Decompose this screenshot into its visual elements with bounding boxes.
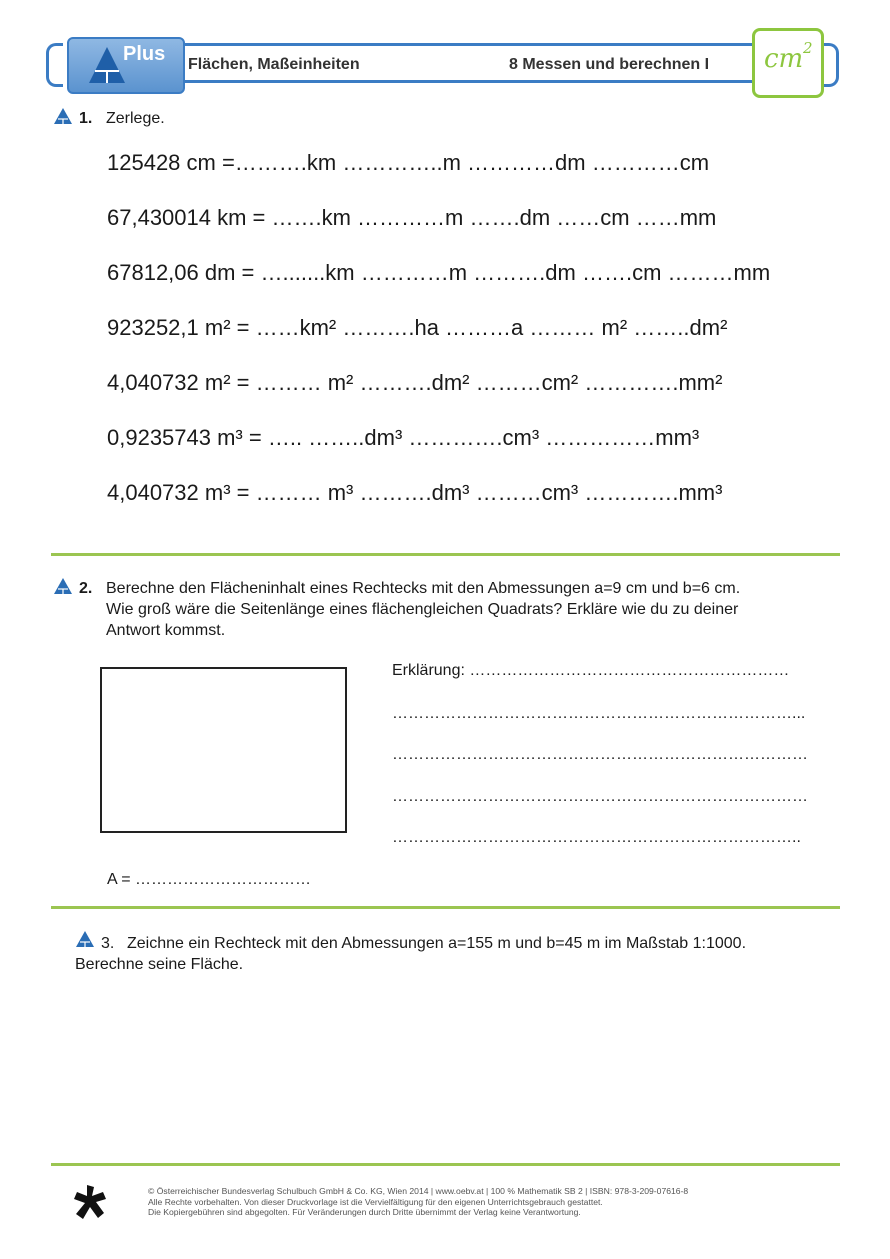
task1-line: 67812,06 dm = ….......km …………m ……….dm …….cm ………mm [107,260,771,285]
footer-line: Alle Rechte vorbehalten. Von dieser Druckvorlage ist die Vervielfältigung für den eigenen Unterrichtsgebrauch gestattet. [148,1196,603,1207]
task1-line: 125428 cm =……….km …………..m …………dm …………cm [107,150,710,175]
task1-line: 923252,1 m² = ……km² ……….ha ………a ……… m² ……..dm² [107,315,728,340]
difficulty-icon [75,930,95,948]
footer-line: © Österreichischer Bundesverlag Schulbuch GmbH & Co. KG, Wien 2014 | www.oebv.at | 100 % Mathematik SB 2 | ISBN: 978-3-209-07616-8 [148,1186,689,1196]
task1-number: 1. [79,110,93,127]
footer-divider [51,1163,840,1166]
area-answer-line: A = …………………………… [107,871,312,888]
chapter-title: 8 Messen und berechnen I [509,56,710,73]
explanation-line: …………………………………………………………………… [392,746,808,763]
header-bracket-right [822,43,839,87]
unit-badge [752,28,824,98]
difficulty-icon [53,577,73,595]
header-bottom-rule [180,80,752,83]
task1-line: 4,040732 m³ = ……… m³ ……….dm³ ………cm³ ………….mm³ [107,480,723,505]
task2-line: Antwort kommst. [106,622,226,639]
task1-line: 4,040732 m² = ……… m² ……….dm² ………cm² ………….mm² [107,370,723,395]
explanation-line: …………………………………………………………………... [392,705,806,722]
plus-badge [67,37,185,94]
task3-number: 3. [101,935,115,952]
task3-line: Zeichne ein Rechteck mit den Abmessungen a=155 m und b=45 m im Maßstab 1:1000. [127,935,747,952]
plus-badge-label: Plus [123,43,166,65]
header-top-rule [180,43,752,46]
unit-badge-exponent: 2 [803,39,813,57]
header-bracket-left [46,43,63,87]
footer-line: Die Kopiergebühren sind abgegolten. Für Veränderungen durch Dritte übernimmt der Verlag keine Verantwortung. [148,1207,581,1218]
unit-badge-text: cm [764,44,804,74]
task2-number: 2. [79,580,93,597]
section-divider [51,553,840,556]
task1-line: 67,430014 km = …….km …………m …….dm ……cm ……mm [107,205,717,230]
footer-copyright [148,1186,688,1218]
explanation-line: Erklärung: …………………………………………………… [392,662,790,679]
topic-title: Flächen, Maßeinheiten [188,56,360,73]
pyramid-logo-icon [87,45,127,85]
publisher-logo-icon [73,1183,107,1221]
task3-line: Berechne seine Fläche. [75,956,244,973]
task2-line: Wie groß wäre die Seitenlänge eines flächengleichen Quadrats? Erkläre wie du zu deiner [106,601,739,618]
difficulty-icon [53,107,73,125]
task1-prompt: Zerlege. [106,110,165,127]
task2-line: Berechne den Flächeninhalt eines Rechtecks mit den Abmessungen a=9 cm und b=6 cm. [106,580,741,597]
task1-line: 0,9235743 m³ = ….. ……..dm³ ………….cm³ ……………mm³ [107,425,700,450]
explanation-line: …………………………………………………………………… [392,788,808,805]
explanation-line: ………………………………………………………………….. [392,829,801,846]
section-divider [51,906,840,909]
rectangle-drawing-area [100,667,347,833]
